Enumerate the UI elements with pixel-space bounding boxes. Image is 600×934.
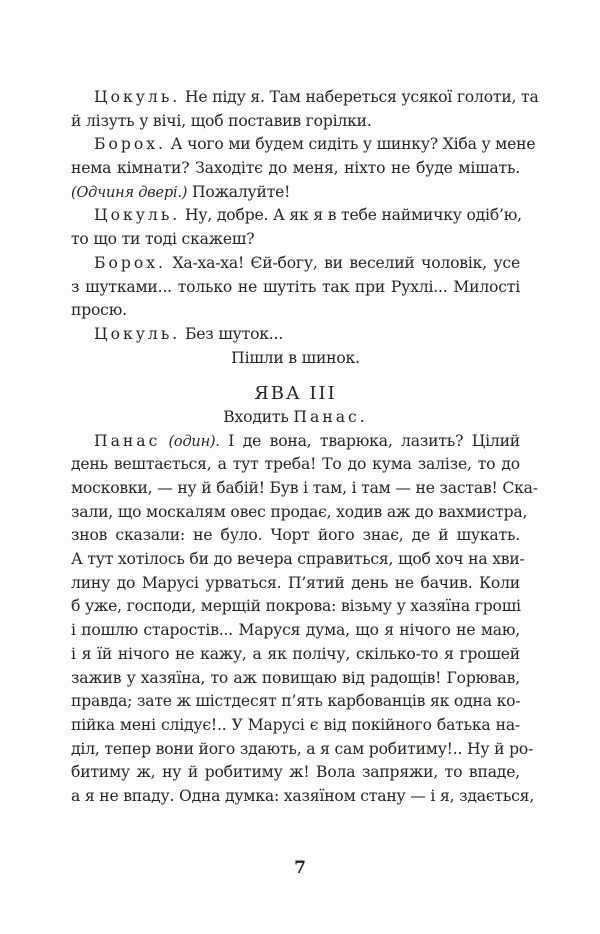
text-line	[71, 548, 525, 572]
text-line	[71, 228, 520, 252]
text-line	[71, 714, 520, 738]
line-text: А тут хотілось би до вечера справиться, щоб хоч на хви-	[71, 550, 525, 569]
line-text: Ну, добре. А як я в тебе наймичку одіб’ю,	[180, 206, 522, 225]
text-line	[71, 276, 520, 300]
text-line	[71, 181, 520, 205]
line-text: з шутками... только не шутіть так при Рухлі... Милості	[71, 277, 520, 296]
line-text: зажив у хазяїна, то аж повищаю від радощів! Горював,	[71, 668, 520, 687]
text-line	[71, 690, 520, 714]
line-text: просю.	[71, 301, 127, 320]
line-text: битиму ж, ну й робитиму ж! Вола запряжи, то впаде,	[71, 763, 520, 782]
text-line	[71, 501, 528, 525]
text-line	[71, 572, 520, 596]
text-line	[71, 595, 520, 619]
text-line	[71, 738, 534, 762]
stage-direction: (Одчиня двері.)	[71, 184, 188, 201]
speaker-name: Цокуль.	[94, 206, 181, 225]
stage-direction: (один).	[160, 433, 220, 450]
text-line	[71, 252, 520, 276]
text-line	[71, 477, 538, 501]
line-text: день вештається, а тут треба! То до кума залізе, то до	[71, 455, 520, 474]
line-text: Без шуток...	[180, 324, 284, 343]
speaker-name: Панас	[94, 431, 161, 450]
line-text: нема кімнати? Заходітє до меня, ніхто не буде мішать.	[71, 159, 520, 178]
line-text: й лізуть у вічі, щоб поставив горілки.	[71, 111, 372, 130]
stage-direction-line	[71, 406, 520, 430]
line-text: то що ти тоді скажеш?	[71, 230, 255, 249]
line-text: Пожалуйте!	[187, 182, 291, 201]
line-text: Не піду я. Там набереться усякої голоти, та	[180, 88, 539, 106]
text-line	[71, 110, 520, 134]
text-line	[71, 299, 520, 323]
stage-direction-line	[71, 347, 520, 371]
speaker-name: Борох.	[94, 135, 166, 154]
line-text: Пішли в шинок.	[231, 348, 360, 367]
page-number: 7	[294, 858, 306, 878]
text-line	[71, 785, 535, 809]
line-text: Ха-ха-ха! Єй-богу, ви веселий чоловік, усе	[165, 253, 520, 272]
line-text: а я не впаду. Одна думка: хазяїном стану — і я, здається,	[71, 786, 535, 805]
text-line	[71, 430, 520, 454]
line-text: і я їй нічого не кажу, а як полічу, скілько-то я грошей	[71, 644, 520, 663]
page-body-text	[71, 86, 539, 809]
speaker-name: Цокуль.	[94, 324, 181, 343]
line-text: б уже, господи, мерщій покрова: візьму у хазяїна гроші	[71, 597, 521, 616]
text-line	[71, 761, 520, 785]
text-line	[71, 667, 520, 691]
speaker-name: Панас.	[293, 407, 368, 426]
line-text: І де вона, тварюка, лазить? Цілий	[219, 431, 520, 450]
line-text: московки, — ну й бабій! Був і там, і там — не застав! Ска-	[71, 479, 538, 497]
text-line	[71, 204, 520, 228]
text-line	[71, 157, 520, 181]
line-text: і пошлю старостів... Маруся дума, що я нічого не маю,	[71, 621, 520, 640]
speaker-name: Борох.	[94, 253, 166, 272]
text-line	[71, 133, 536, 157]
text-line	[71, 323, 520, 347]
text-line	[71, 524, 520, 548]
line-text: знов сказали: не було. Чорт його знає, де й шукать.	[71, 526, 520, 545]
text-line	[71, 643, 520, 667]
speaker-name: Цокуль.	[94, 88, 181, 106]
line-text: зали, що москалям овес продає, ходив аж до вахмистра,	[71, 502, 528, 521]
text-line	[71, 453, 520, 477]
text-line	[71, 86, 539, 110]
scene-heading	[71, 382, 520, 406]
line-text: лину до Марусі урваться. П’ятий день не бачив. Коли	[71, 573, 520, 592]
line-text: ЯВА III	[254, 383, 337, 405]
line-text: пійка мені слідує!.. У Марусі є від покійного батька на-	[71, 715, 520, 734]
line-text: Входить	[223, 407, 294, 426]
line-text: правда; зате ж шістдесят п’ять карбованців як одна ко-	[71, 692, 521, 711]
text-line	[71, 619, 520, 643]
line-text: А чого ми будем сидіть у шинку? Хіба у мене	[165, 135, 536, 154]
line-text: діл, тепер вони його здають, а я сам робитиму!.. Ну й ро-	[71, 739, 534, 758]
